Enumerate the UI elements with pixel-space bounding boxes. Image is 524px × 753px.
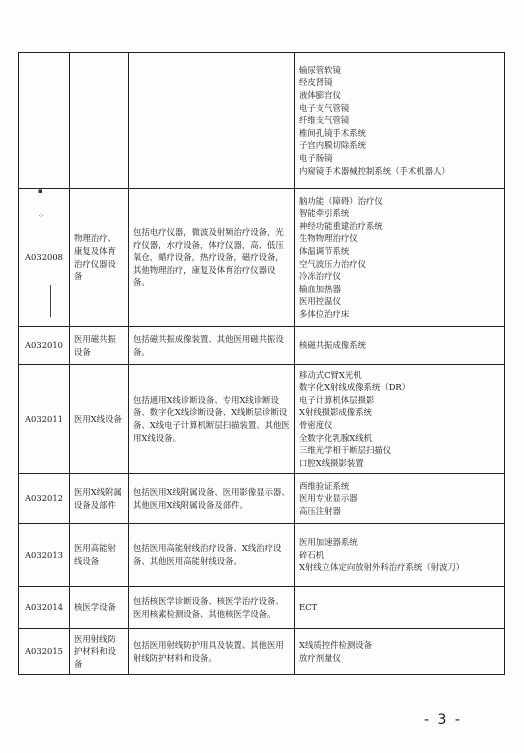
list-item: X射线摄影成像系统 — [299, 407, 372, 418]
list-item: X线质控件检测设备 — [299, 639, 372, 650]
row-category-name: 医用X线附属设备及部件 — [70, 474, 129, 524]
row-code: A032008 — [19, 189, 70, 327]
row-description: 包括医用高能射线治疗设备、X线治疗设备、其他医用高能射线设备。 — [129, 524, 295, 587]
list-item: 电子肠镜 — [299, 152, 333, 163]
list-item: 脑功能（障碍）治疗仪 — [299, 195, 383, 206]
list-item: 子宫内膜切除系统 — [299, 140, 366, 151]
row-code: A032011 — [19, 365, 70, 474]
row-code: A032015 — [19, 629, 70, 675]
list-item: 全数字化乳腺X线机 — [299, 432, 372, 443]
row-category-name: 医用射线防护材料和设备 — [70, 629, 129, 675]
row-code — [19, 53, 70, 189]
row-category-name: 物理治疗、康复及体育治疗仪器设备 — [70, 189, 129, 327]
list-item: 西维验证系统 — [299, 480, 350, 491]
row-category-name: 医用X线设备 — [70, 365, 129, 474]
list-item: 椎间孔镜手术系统 — [299, 127, 366, 138]
list-item: 口腔X线摄影装置 — [299, 457, 364, 468]
row-product-list — [295, 587, 505, 629]
list-item: 纤维支气管镜 — [299, 115, 350, 126]
list-item: X射线立体定向放射外科治疗系统（射波刀） — [299, 562, 465, 573]
row-product-list — [295, 629, 505, 675]
row-category-name — [70, 53, 129, 189]
row-code: A032013 — [19, 524, 70, 587]
list-item: 冷冻治疗仪 — [299, 271, 341, 282]
list-item: 空气波压力治疗仪 — [299, 258, 366, 269]
list-item: 多体位治疗床 — [299, 308, 350, 319]
list-item: 三维光学相干断层扫描仪 — [299, 445, 392, 456]
table-row — [19, 474, 505, 524]
row-product-list — [295, 474, 505, 524]
row-product-list — [295, 189, 505, 327]
row-code: A032012 — [19, 474, 70, 524]
scan-mark: ▪ — [38, 187, 43, 195]
row-category-name: 医用高能射线设备 — [70, 524, 129, 587]
list-item: 放疗剂量仪 — [299, 652, 341, 663]
list-item: 输血加热器 — [299, 283, 341, 294]
row-code: A032014 — [19, 587, 70, 629]
row-description: 包括电疗仪器，微波及射频治疗设备，光疗仪器，水疗设备，体疗仪器，高、低压氧仓，蜡疗设备，热疗设备，磁疗设备，其他物理治疗，康复及体育治疗仪器设备。 — [129, 189, 295, 327]
list-item: 生物物理治疗仪 — [299, 233, 358, 244]
list-item: 经皮肾镜 — [299, 77, 333, 88]
list-item: 体温调节系统 — [299, 245, 350, 256]
table-row — [19, 327, 505, 365]
table-row — [19, 365, 505, 474]
table-row — [19, 53, 505, 189]
row-product-list — [295, 365, 505, 474]
table-row — [19, 524, 505, 587]
list-item: 移动式C臂X光机 — [299, 369, 362, 380]
list-item: 医用加速器系统 — [299, 537, 358, 548]
list-item: 内窥镜手术器械控制系统（手术机器人） — [299, 165, 450, 176]
catalog-table — [18, 52, 505, 675]
row-category-name: 医用磁共振设备 — [70, 327, 129, 365]
list-item: 神经功能重建治疗系统 — [299, 220, 383, 231]
list-item: 电子计算机体层摄影 — [299, 394, 375, 405]
row-product-list — [295, 327, 505, 365]
row-description: 包括医用射线防护用具及装置、其他医用射线防护材料和设备。 — [129, 629, 295, 675]
list-item: ECT — [299, 602, 318, 613]
table-row — [19, 587, 505, 629]
row-product-list — [295, 53, 505, 189]
table-row — [19, 629, 505, 675]
row-code: A032010 — [19, 327, 70, 365]
scan-mark: ⁘ — [38, 212, 44, 220]
row-description — [129, 53, 295, 189]
list-item: 骨密度仪 — [299, 420, 333, 430]
row-description: 包括磁共振成像装置、其他医用磁共振设备。 — [129, 327, 295, 365]
list-item: 数字化X射线成像系统（DR） — [299, 382, 411, 393]
row-product-list — [295, 524, 505, 587]
list-item: 输尿管软镜 — [299, 64, 341, 75]
row-category-name: 核医学设备 — [70, 587, 129, 629]
list-item: 碎石机 — [299, 549, 325, 560]
list-item: 医用专业显示器 — [299, 493, 358, 504]
row-description: 包括医用X线附属设备、医用影像显示器、其他医用X线附属设备及部件。 — [129, 474, 295, 524]
list-item: 液体膨宫仪 — [299, 90, 341, 101]
list-item: 医用控温仪 — [299, 296, 341, 307]
table-row — [19, 189, 505, 327]
list-item: 核磁共振成像系统 — [299, 340, 366, 351]
list-item: 电子支气管镜 — [299, 102, 350, 113]
row-description: 包括核医学诊断设备、核医学治疗设备、医用核素检测设备、其他核医学设备。 — [129, 587, 295, 629]
list-item: 智能牵引系统 — [299, 208, 350, 219]
scan-line — [50, 285, 51, 317]
page-number: - 3 - — [424, 712, 462, 728]
row-description: 包括通用X线诊断设备、专用X线诊断设备、数字化X线诊断设备、X线断层诊断设备、X线电子计算机断层扫描装置、其他医用X线设备。 — [129, 365, 295, 474]
list-item: 高压注射器 — [299, 505, 341, 516]
